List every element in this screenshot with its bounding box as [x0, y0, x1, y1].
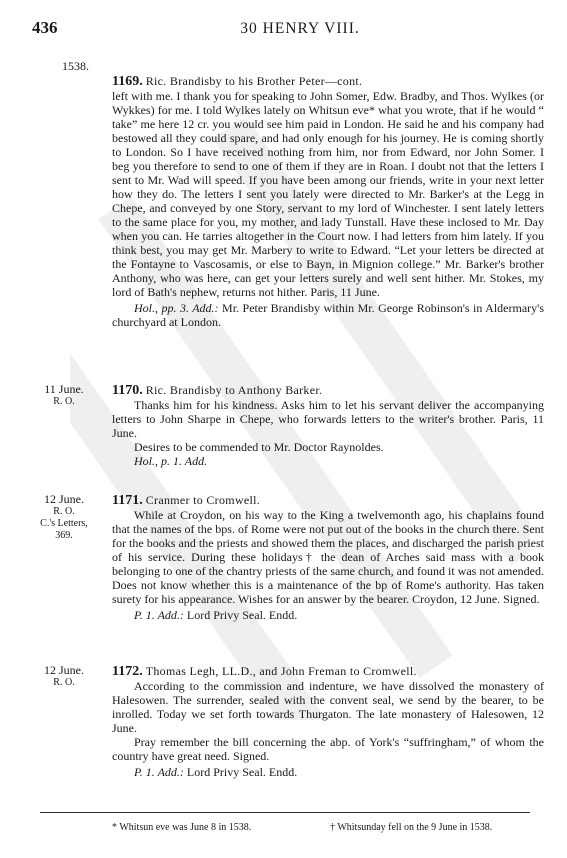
footnote-rule: [40, 812, 530, 813]
entry-title: Cranmer to Cromwell.: [145, 493, 261, 507]
margin-note-1171: [20, 493, 108, 542]
margin-date: 12 June.: [44, 492, 84, 506]
margin-source: R. O.: [53, 677, 75, 688]
page-number: 436: [32, 18, 58, 37]
entry-body: left with me. I thank you for speaking to John Somer, Edw. Bradby, and Thos. Wylkes (or Wykkes) for me. I told Wylkes lately on Whitsun eve* what you wrote, that if he would “ take” me here 12 cr. you would see him paid in London. He said he and his company had bestowed all they could spare, and had only enough for his journey. He is coming shortly to London. So I have received nothing from him, nor from Edward, nor John Somer. I beg you therefore to send to one of them if they are in Roan. I doubt not that the letters I sent to Mr. Wad will speed. If you have been among our friends, write in your next letter how they do. The letters I sent you lately were directed to Mr. Barker's at the Legg in Chepe, and conveyed by one Story, servant to my lord of Winchester. I sent lately letters to the same place for you, my mother, and lady Tunstall. Have these inclosed to Mr. Day when you can. He tarries altogether in the Court now. I had letters from him lately. If you think best, you may get Mr. Marbery to write to Edward. “Let your letters be directed at the Fontayne to Vascosamis, or else to Bayn, in Mignion college.” Mr. Barker's brother Anthony, who was here, can get your letters surely and well sent hither. Mr. Stokes, my lord of Bath's nephew, returns not hither. Paris, 11 June.: [112, 89, 544, 299]
entry-address: [112, 454, 544, 468]
entry-body: According to the commission and indenture, we have dissolved the monastery of Halesowen. The surrender, sealed with the convent seal, we send by the bearer, to be inrolled. Today we set forth towards Thurgaton. The late monastery of Halesowen, 12 June.: [112, 679, 544, 735]
entry-address: [112, 608, 544, 622]
address-lead: P. 1. Add.:: [134, 608, 184, 622]
margin-date: 12 June.: [44, 663, 84, 677]
entry-heading: [112, 664, 544, 679]
entry-number: 1170.: [112, 383, 143, 398]
footnote-1: * Whitsun eve was June 8 in 1538.: [112, 822, 252, 833]
address-lead: Hol., p. 1. Add.: [134, 454, 208, 468]
entry-title: Thomas Legh, LL.D., and John Freman to Cromwell.: [145, 664, 417, 678]
entry-body: Thanks him for his kindness. Asks him to let his servant deliver the accompanying letters to John Sharpe in Chepe, who forwards letters to the writer's brother. Paris, 11 June.: [112, 398, 544, 440]
entry-title: Ric. Brandisby to his Brother Peter—cont.: [145, 74, 363, 88]
address-text: Lord Privy Seal. Endd.: [186, 765, 298, 779]
margin-source-2: C.'s Letters,: [40, 518, 88, 529]
footnote-2: † Whitsunday fell on the 9 June in 1538.: [330, 822, 493, 833]
entry-title: Ric. Brandisby to Anthony Barker.: [145, 383, 323, 397]
margin-source-3: 369.: [55, 530, 73, 541]
entry-address: [112, 301, 544, 329]
entry-1171: [112, 493, 544, 622]
margin-date: 11 June.: [44, 382, 84, 396]
address-lead: Hol., pp. 3. Add.:: [134, 301, 219, 315]
entry-1172: [112, 664, 544, 779]
entry-body-2: Pray remember the bill concerning the abp. of York's “suffringham,” of whom the country have great need. Signed.: [112, 735, 544, 763]
address-lead: P. 1. Add.:: [134, 765, 184, 779]
margin-source: R. O.: [53, 396, 75, 407]
entry-number: 1171.: [112, 493, 143, 508]
entry-body: While at Croydon, on his way to the King a twelvemonth ago, his chaplains found that the names of the bps. of Rome were not put out of the books in the church there. Sent for the books and the priests and showed them the places, and discharged the parish priest of his service. During these holidays† the dean of Arches said mass with a book belonging to one of the chantry priests of the same church, and found it was not amended. Does not know whether this is a maintenance of the bp of Rome's authority. Has taken surety for his appearance. Wishes for an answer by the bearer. Croydon, 12 June. Signed.: [112, 508, 544, 606]
entry-number: 1169.: [112, 74, 143, 89]
year-label: 1538.: [62, 59, 89, 73]
entry-1170: [112, 383, 544, 468]
margin-source: R. O.: [53, 506, 75, 517]
address-text: Lord Privy Seal. Endd.: [186, 608, 298, 622]
entry-body-2: Desires to be commended to Mr. Doctor Raynoldes.: [134, 440, 384, 454]
entry-heading: [112, 74, 544, 89]
entry-heading: [112, 493, 544, 508]
running-title: 30 HENRY VIII.: [240, 20, 360, 37]
margin-note-1172: [20, 664, 108, 689]
entry-1169: [112, 74, 544, 329]
entry-address: [112, 765, 544, 779]
entry-heading: [112, 383, 544, 398]
margin-note-1170: [20, 383, 108, 408]
address-text: Mr. Peter Brandisby within Mr. George Robinson's in Aldermary's churchyard at London.: [112, 301, 544, 329]
entry-number: 1172.: [112, 664, 143, 679]
